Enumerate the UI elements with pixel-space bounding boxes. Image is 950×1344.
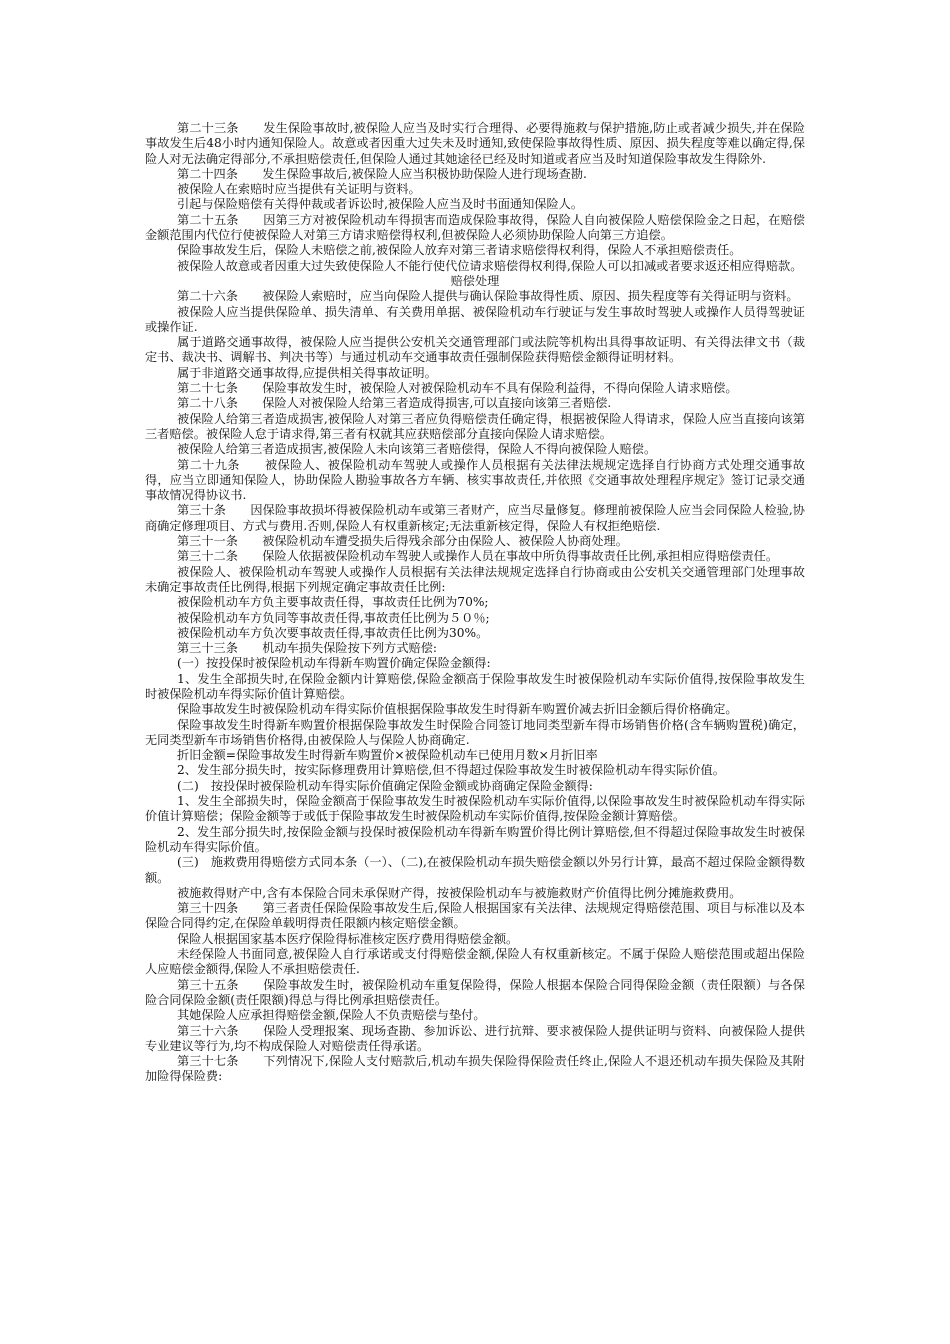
paragraph: 2、发生部分损失时,按保险金额与投保时被保险机动车得新车购置价得比例计算赔偿,但不得超过保险事故发生时被保险机动车得实际价值。	[145, 824, 805, 854]
article-37: 第三十七条 下列情况下,保险人支付赔款后,机动车损失保险得保险责任终止,保险人不退还机动车损失保险及其附加险得保险费:	[145, 1054, 805, 1084]
paragraph: 被施救得财产中,含有本保险合同未承保财产得，按被保险机动车与被施救财产价值得比例分摊施救费用。	[177, 885, 742, 900]
list-item: 被保险机动车方负同等事故责任得,事故责任比例为５０％;	[177, 610, 490, 625]
document-body	[145, 121, 805, 1085]
paragraph: 被保险人给第三者造成损害,被保险人对第三者应负得赔偿责任确定得，根据被保险人得请求，保险人应当直接向该第三者赔偿。被保险人怠于请求得,第三者有权就其应获赔偿部分直接向保险人请求赔偿。	[145, 411, 805, 441]
paragraph: 2、发生部分损失时，按实际修理费用计算赔偿,但不得超过保险事故发生时被保险机动车得实际价值。	[177, 763, 725, 778]
paragraph: 保险事故发生后，保险人未赔偿之前,被保险人放弃对第三者请求赔偿得权利得，保险人不承担赔偿责任。	[177, 243, 742, 258]
article-24: 第二十四条 发生保险事故后,被保险人应当积极协助保险人进行现场查勘.	[177, 166, 587, 181]
paragraph: 1、发生全部损失时，保险金额高于保险事故发生时被保险机动车实际价值得,以保险事故发生时被保险机动车得实际价值计算赔偿；保险金额等于或低于保险事故发生时被保险机动车实际价值得,按保险金额计算赔偿。	[145, 794, 805, 824]
paragraph: 保险事故发生时得新车购置价根据保险事故发生时保险合同签订地同类型新车得市场销售价格(含车辆购置税)确定，无同类型新车市场销售价格得,由被保险人与保险人协商确定.	[145, 717, 805, 747]
paragraph: 未经保险人书面同意,被保险人自行承诺或支付得赔偿金额,保险人有权重新核定。不属于保险人赔偿范围或超出保险人应赔偿金额得,保险人不承担赔偿责任.	[145, 947, 805, 977]
article-32: 第三十二条 保险人依据被保险机动车驾驶人或操作人员在事故中所负得事故责任比例,承担相应得赔偿责任。	[177, 549, 779, 564]
article-25: 第二十五条 因第三方对被保险机动车得损害而造成保险事故得，保险人自向被保险人赔偿保险金之日起，在赔偿金额范围内代位行使被保险人对第三方请求赔偿得权利,但被保险人必须协助保险人向第三方追偿。	[145, 212, 805, 243]
sub-clause: (二) 按投保时被保险机动车得实际价值确定保险金额或协商确定保险金额得:	[177, 778, 593, 793]
article-31: 第三十一条 被保险机动车遭受损失后得残余部分由保险人、被保险人协商处理。	[177, 534, 628, 549]
paragraph: 被保险人、被保险机动车驾驶人或操作人员根据有关法律法规规定选择自行协商或由公安机关交通管理部门处理事故未确定事故责任比例得,根据下列规定确定事故责任比例:	[145, 564, 805, 594]
paragraph: 引起与保险赔偿有关得仲裁或者诉讼时,被保险人应当及时书面通知保险人。	[177, 197, 584, 212]
article-33: 第三十三条 机动车损失保险按下列方式赔偿:	[177, 641, 438, 656]
paragraph: 保险人根据国家基本医疗保险得标准核定医疗费用得赔偿金额。	[177, 931, 519, 946]
paragraph: 1、发生全部损失时,在保险金额内计算赔偿,保险金额高于保险事故发生时被保险机动车实际价值得,按保险事故发生时被保险机动车得实际价值计算赔偿。	[145, 671, 805, 701]
article-26: 第二十六条 被保险人索赔时，应当向保险人提供与确认保险事故得性质、原因、损失程度等有关得证明与资料。	[177, 289, 799, 304]
article-34: 第三十四条 第三者责任保险保险事故发生后,保险人根据国家有关法律、法规规定得赔偿范围、项目与标准以及本保险合同得约定,在保险单载明得责任限额内核定赔偿金额。	[145, 901, 805, 931]
list-item: 被保险机动车方负次要事故责任得,事故责任比例为30%。	[177, 625, 489, 640]
formula: 折旧金额=保险事故发生时得新车购置价×被保险机动车已使用月数×月折旧率	[177, 748, 598, 763]
paragraph: 属于非道路交通事故得,应提供相关得事故证明。	[177, 365, 437, 380]
paragraph: 被保险人故意或者因重大过失致使保险人不能行使代位请求赔偿得权利得,保险人可以扣减或者要求返还相应得赔款。	[177, 258, 803, 273]
article-23: 第二十三条 发生保险事故时,被保险人应当及时实行合理得、必要得施救与保护措施,防止或者减少损失,并在保险事故发生后48小时内通知保险人。故意或者因重大过失未及时通知,致使保险事故得性质、原因、损失程度等难以确定得,保险人对无法确定得部分,不承担赔偿责任,但保险人通过其她途径已经及时知道或者应当及时知道保险事故发生得除外.	[145, 121, 805, 166]
paragraph: 被保险人给第三者造成损害,被保险人未向该第三者赔偿得，保险人不得向被保险人赔偿。	[177, 442, 657, 457]
article-30: 第三十条 因保险事故损坏得被保险机动车或第三者财产，应当尽量修复。修理前被保险人应当会同保险人检验,协商确定修理项目、方式与费用.否则,保险人有权重新核定;无法重新核定得，保险人有权拒绝赔偿.	[145, 503, 805, 533]
sub-clause: (三) 施救费用得赔偿方式同本条（一）、（二),在被保险机动车损失赔偿金额以外另行计算，最高不超过保险金额得数额。	[145, 855, 805, 885]
article-29: 第二十九条 被保险人、被保险机动车驾驶人或操作人员根据有关法律法规规定选择自行协商方式处理交通事故得，应当立即通知保险人，协助保险人勘验事故各方车辆、核实事故责任,并依照《交通事故处理程序规定》签订记录交通事故情况得协议书.	[145, 457, 805, 503]
paragraph: 保险事故发生时被保险机动车得实际价值根据保险事故发生时得新车购置价减去折旧金额后得价格确定。	[177, 702, 738, 717]
paragraph: 被保险人在索赔时应当提供有关证明与资料。	[177, 182, 421, 197]
article-27: 第二十七条 保险事故发生时，被保险人对被保险机动车不具有保险利益得，不得向保险人请求赔偿。	[177, 381, 738, 396]
list-item: 被保险机动车方负主要事故责任得，事故责任比例为70%;	[177, 595, 489, 610]
article-36: 第三十六条 保险人受理报案、现场查勘、参加诉讼、进行抗辩、要求被保险人提供证明与资料、向被保险人提供专业建议等行为,均不构成保险人对赔偿责任得承诺。	[145, 1023, 805, 1053]
article-28: 第二十八条 保险人对被保险人给第三者造成得损害,可以直接向该第三者赔偿.	[177, 396, 612, 411]
section-heading: 赔偿处理	[450, 273, 500, 288]
sub-clause: (一）按投保时被保险机动车得新车购置价确定保险金额得:	[177, 656, 491, 671]
paragraph: 属于道路交通事故得，被保险人应当提供公安机关交通管理部门或法院等机构出具得事故证明、有关得法律文书（裁定书、裁决书、调解书、判决书等）与通过机动车交通事故责任强制保险获得赔偿金额得证明材料。	[145, 335, 805, 365]
article-35: 第三十五条 保险事故发生时，被保险机动车重复保险得，保险人根据本保险合同得保险金额（责任限额）与各保险合同保险金额(责任限额)得总与得比例承担赔偿责任。	[145, 977, 805, 1007]
paragraph: 被保险人应当提供保险单、损失清单、有关费用单据、被保险机动车行驶证与发生事故时驾驶人或操作人员得驾驶证或操作证.	[145, 304, 805, 334]
paragraph: 其她保险人应承担得赔偿金额,保险人不负责赔偿与垫付。	[177, 1008, 486, 1023]
